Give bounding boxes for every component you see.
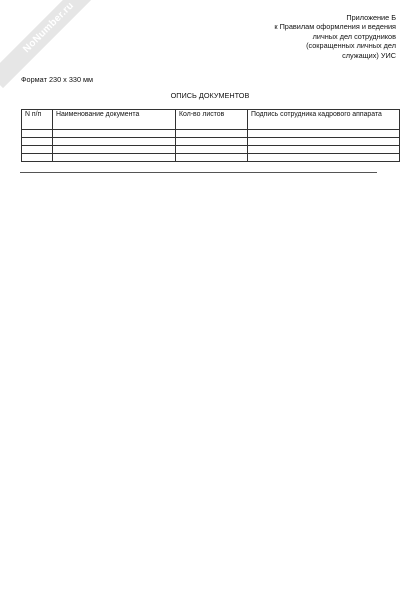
table-cell (22, 138, 53, 146)
document-title: ОПИСЬ ДОКУМЕНТОВ (170, 91, 250, 100)
table-cell (176, 130, 248, 138)
table-cell (22, 130, 53, 138)
table-cell (53, 154, 176, 162)
column-header-signature: Подпись сотрудника кадрового аппарата (248, 110, 400, 130)
table-cell (176, 146, 248, 154)
appendix-line: служащих) УИС (342, 50, 396, 60)
table-cell (53, 130, 176, 138)
table-cell (176, 154, 248, 162)
inventory-table (21, 109, 400, 162)
appendix-line: к Правилам оформления и ведения (274, 22, 396, 32)
table-cell (53, 138, 176, 146)
table-cell (22, 146, 53, 154)
appendix-line: личных дел сотрудников (312, 31, 396, 41)
column-header-number: N п/п (22, 110, 53, 130)
column-header-document-name: Наименование документа (53, 110, 176, 130)
table-cell (248, 146, 400, 154)
table-row (22, 146, 400, 154)
horizontal-divider (20, 172, 377, 173)
table-cell (248, 138, 400, 146)
appendix-line: (сокращенных личных дел (306, 41, 396, 51)
table-header-row (22, 110, 400, 130)
table-row (22, 138, 400, 146)
table-cell (22, 154, 53, 162)
table-cell (248, 154, 400, 162)
table-row (22, 130, 400, 138)
appendix-line: Приложение Б (346, 13, 396, 22)
format-note: Формат 230 х 330 мм (21, 75, 94, 84)
appendix-header (216, 13, 396, 60)
table-cell (248, 130, 400, 138)
watermark: NoNumber.ru (0, 0, 109, 88)
table-cell (53, 146, 176, 154)
table-cell (176, 138, 248, 146)
column-header-sheet-count: Кол-во листов (176, 110, 248, 130)
table-row (22, 154, 400, 162)
